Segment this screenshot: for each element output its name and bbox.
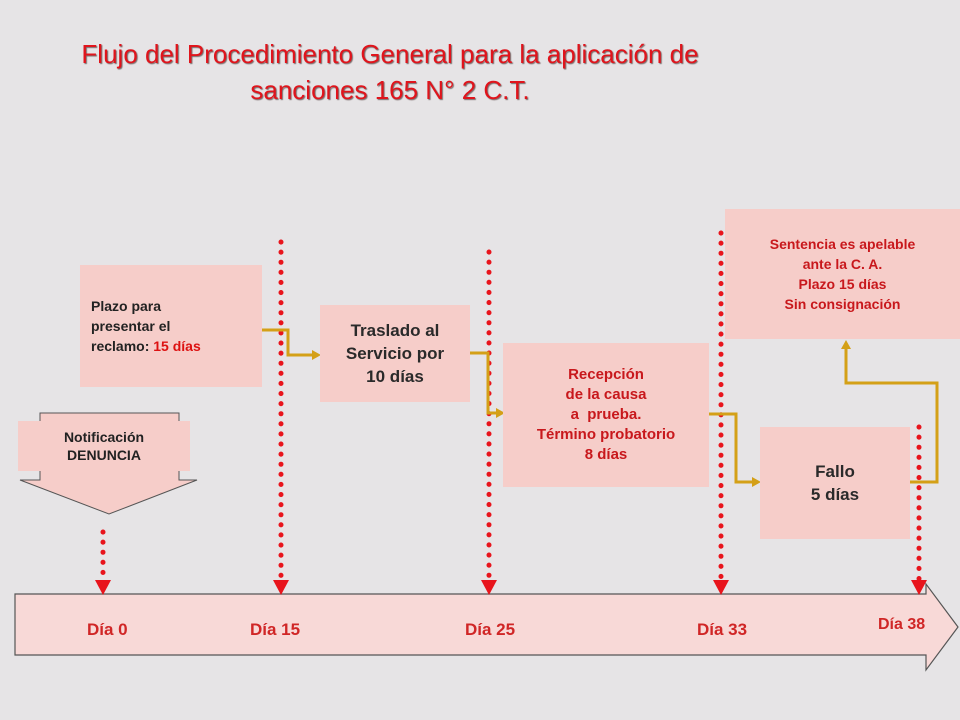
connector-plazo-traslado xyxy=(256,330,312,355)
sentencia-line-4: Sin consignación xyxy=(784,296,901,312)
arrowhead-day-0 xyxy=(95,580,111,595)
recepcion-line-3: a prueba. xyxy=(570,406,642,423)
notification-line-1: Notificación xyxy=(63,429,145,445)
sentencia-line-3: Plazo 15 días xyxy=(798,276,887,292)
box-traslado xyxy=(320,305,470,402)
sentencia-line-1: Sentencia es apelable xyxy=(769,236,916,252)
connector-recepcion-fallo xyxy=(709,414,752,482)
box-plazo-reclamo xyxy=(80,265,262,387)
recepcion-line-4: Término probatorio xyxy=(536,426,676,443)
day-label-25: Día 25 xyxy=(465,620,516,639)
title-line-1: Flujo del Procedimiento General para la aplicación de xyxy=(81,39,699,69)
plazo-line-1: Plazo para xyxy=(91,298,162,314)
day-label-0: Día 0 xyxy=(87,620,128,639)
connector-traslado-recepcion xyxy=(470,353,496,413)
fallo-line-1: Fallo xyxy=(815,462,855,481)
page-title xyxy=(40,36,740,108)
day-label-38: Día 38 xyxy=(878,616,926,633)
plazo-days: 15 días xyxy=(153,338,201,354)
box-recepcion-prueba xyxy=(503,343,709,487)
recepcion-line-1: Recepción xyxy=(568,366,644,383)
marker-arrowheads xyxy=(95,580,927,595)
arrowhead-day-38 xyxy=(911,580,927,595)
box-fallo xyxy=(760,427,910,539)
arrowhead-day-15 xyxy=(273,580,289,595)
fallo-line-2: 5 días xyxy=(810,485,860,504)
notification-line-2: DENUNCIA xyxy=(67,447,141,463)
arrowhead-day-33 xyxy=(713,580,729,595)
plazo-line-3-prefix: reclamo: xyxy=(91,338,154,354)
arrowhead-day-25 xyxy=(481,580,497,595)
traslado-line-3: 10 días xyxy=(366,367,424,386)
plazo-line-2: presentar el xyxy=(91,318,171,334)
notification-box xyxy=(18,421,190,471)
recepcion-line-2: de la causa xyxy=(565,386,647,403)
plazo-line-3 xyxy=(91,336,262,356)
recepcion-line-5: 8 días xyxy=(584,446,628,463)
day-label-15: Día 15 xyxy=(250,620,301,639)
connector-head-sentencia xyxy=(841,340,851,349)
box-sentencia-apelable xyxy=(725,209,960,339)
sentencia-line-2: ante la C. A. xyxy=(802,256,883,272)
title-line-2: sanciones 165 N° 2 C.T. xyxy=(250,75,530,105)
traslado-line-1: Traslado al xyxy=(350,321,440,340)
traslado-line-2: Servicio por xyxy=(345,344,445,363)
day-label-33: Día 33 xyxy=(697,620,748,639)
